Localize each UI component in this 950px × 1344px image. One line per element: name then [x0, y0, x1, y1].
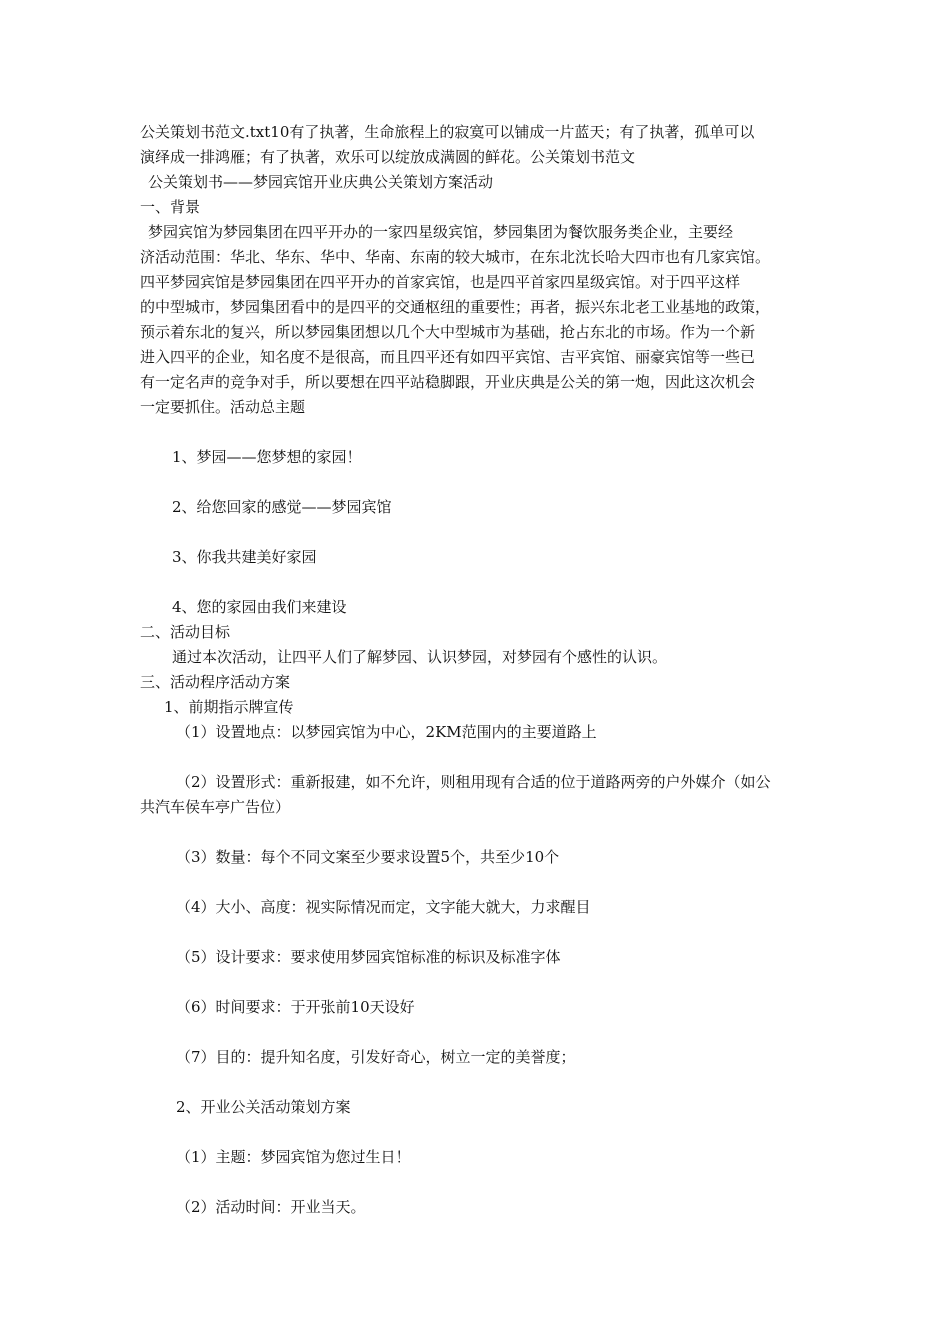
signage-item: （6）时间要求：于开张前10天设好: [176, 998, 415, 1016]
section-heading-goal: 二、活动目标: [140, 623, 231, 641]
intro-text-line-2: 演绎成一排鸿雁；有了执著，欢乐可以绽放成满圆的鲜花。公关策划书范文: [140, 148, 636, 166]
signage-item: （4）大小、高度：视实际情况而定，文字能大就大，力求醒目: [176, 898, 591, 916]
spacer: [140, 820, 830, 845]
spacer: [140, 420, 830, 445]
background-paragraph-line: 预示着东北的复兴，所以梦园集团想以几个大中型城市为基础，抢占东北的市场。作为一个新: [140, 323, 756, 341]
background-paragraph-line: 四平梦园宾馆是梦园集团在四平开办的首家宾馆，也是四平首家四星级宾馆。对于四平这样: [140, 273, 741, 291]
theme-item: 1、梦园——您梦想的家园！: [172, 448, 362, 466]
spacer: [140, 1170, 830, 1195]
signage-item: （2）设置形式：重新报建，如不允许，则租用现有合适的位于道路两旁的户外媒介（如公: [176, 773, 771, 791]
intro-text-line-1: 公关策划书范文.txt10有了执著，生命旅程上的寂寞可以铺成一片蓝天；有了执著，孤单可以: [140, 123, 755, 141]
theme-item: 3、你我共建美好家园: [172, 548, 317, 566]
signage-item: （7）目的：提升知名度，引发好奇心，树立一定的美誉度；: [176, 1048, 576, 1066]
spacer: [140, 470, 830, 495]
section-heading-program: 三、活动程序活动方案: [140, 673, 291, 691]
theme-item: 4、您的家园由我们来建设: [172, 598, 347, 616]
section-heading-background: 一、背景: [140, 198, 201, 216]
spacer: [140, 520, 830, 545]
opening-plan-item: （2）活动时间：开业当天。: [176, 1198, 366, 1216]
spacer: [140, 745, 830, 770]
opening-plan-item: （1）主题：梦园宾馆为您过生日！: [176, 1148, 411, 1166]
signage-item-continuation: 共汽车侯车亭广告位）: [140, 798, 291, 816]
spacer: [140, 1020, 830, 1045]
background-paragraph-line: 的中型城市，梦园集团看中的是四平的交通枢纽的重要性；再者，振兴东北老工业基地的政策，: [140, 298, 771, 316]
theme-item: 2、给您回家的感觉——梦园宾馆: [172, 498, 392, 516]
signage-item: （1）设置地点：以梦园宾馆为中心，2KM范围内的主要道路上: [176, 723, 597, 741]
background-paragraph-line: 济活动范围：华北、华东、华中、华南、东南的较大城市，在东北沈长哈大四市也有几家宾馆。: [140, 248, 771, 266]
signage-item: （3）数量：每个不同文案至少要求设置5个，共至少10个: [176, 848, 560, 866]
spacer: [140, 970, 830, 995]
spacer: [140, 1070, 830, 1095]
spacer: [140, 570, 830, 595]
background-paragraph-line: 一定要抓住。活动总主题: [140, 398, 306, 416]
document-title: 公关策划书——梦园宾馆开业庆典公关策划方案活动: [148, 173, 494, 191]
background-paragraph-line: 梦园宾馆为梦园集团在四平开办的一家四星级宾馆，梦园集团为餐饮服务类企业，主要经: [148, 223, 734, 241]
background-paragraph-line: 进入四平的企业，知名度不是很高，而且四平还有如四平宾馆、吉平宾馆、丽豪宾馆等一些已: [140, 348, 756, 366]
spacer: [140, 870, 830, 895]
part1-heading: 1、前期指示牌宣传: [164, 698, 294, 716]
document-page: [140, 120, 830, 1220]
goal-text: 通过本次活动，让四平人们了解梦园、认识梦园，对梦园有个感性的认识。: [172, 648, 668, 666]
spacer: [140, 1120, 830, 1145]
signage-item: （5）设计要求：要求使用梦园宾馆标准的标识及标准字体: [176, 948, 561, 966]
spacer: [140, 920, 830, 945]
part2-heading: 2、开业公关活动策划方案: [176, 1098, 351, 1116]
background-paragraph-line: 有一定名声的竞争对手，所以要想在四平站稳脚跟，开业庆典是公关的第一炮，因此这次机会: [140, 373, 756, 391]
